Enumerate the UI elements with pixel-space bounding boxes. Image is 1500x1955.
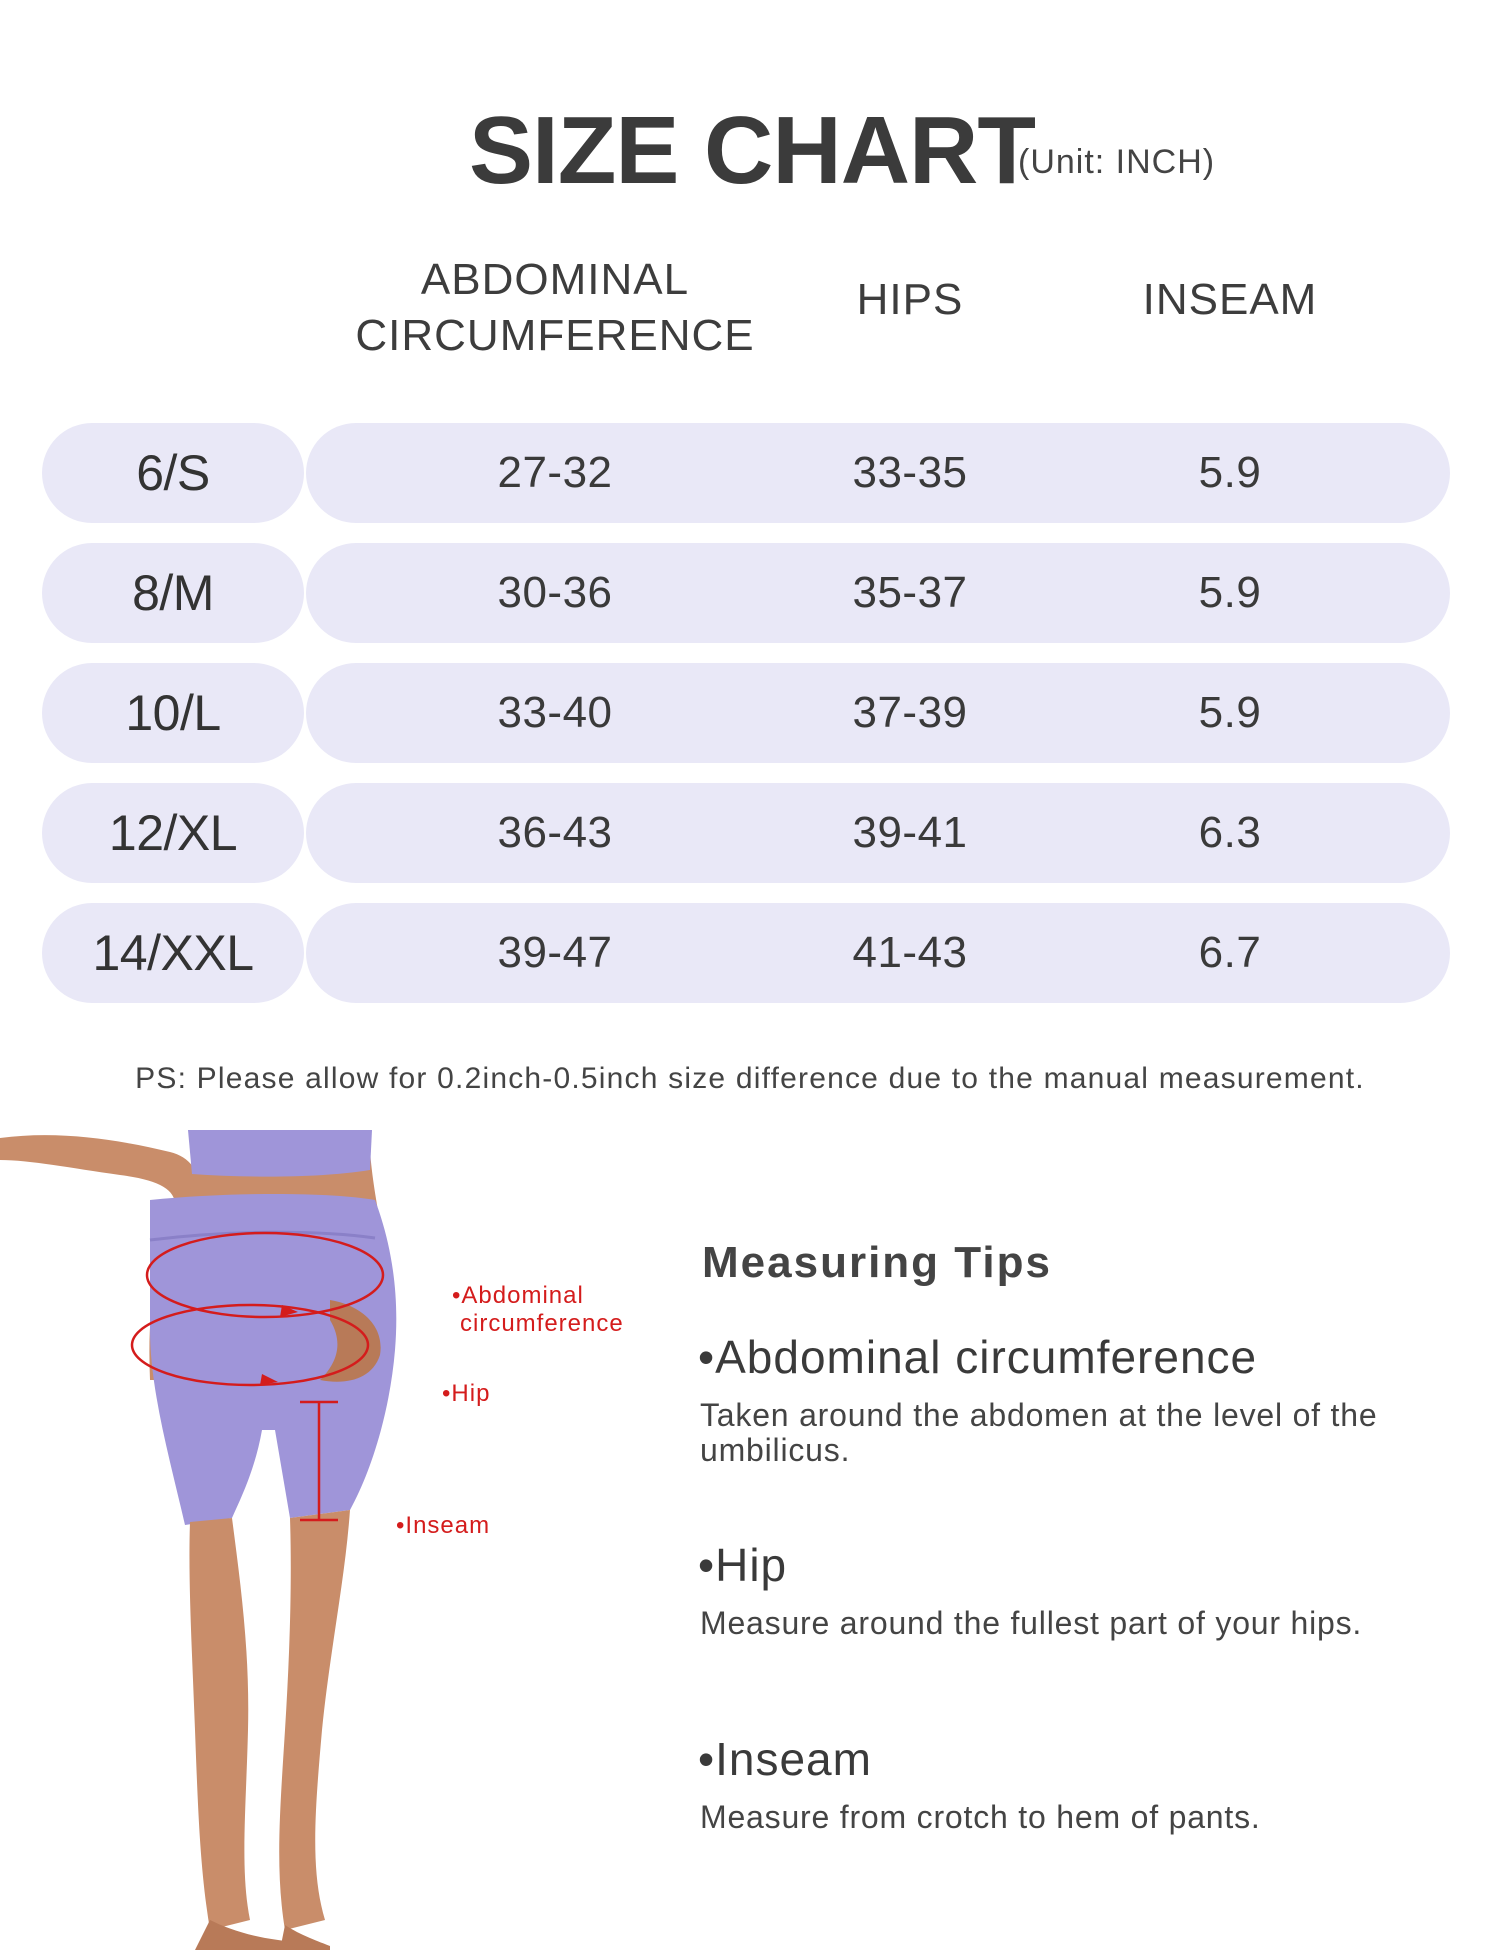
size-cell: 12/XL	[42, 783, 304, 883]
inseam-value: 5.9	[1198, 568, 1262, 617]
inseam-value: 6.3	[1198, 808, 1262, 857]
tip-heading-hip: •Hip	[698, 1539, 788, 1591]
abdominal-value: 33-40	[497, 688, 613, 737]
column-header-abdominal: ABDOMINAL CIRCUMFERENCE	[355, 255, 755, 360]
annotation-inseam: •Inseam	[396, 1512, 491, 1539]
annotation-abdominal: •Abdominal	[452, 1282, 584, 1309]
table-row	[42, 423, 1450, 523]
abdominal-value: 36-43	[497, 808, 613, 857]
unit-label: (Unit: INCH)	[1018, 143, 1216, 181]
abdominal-value: 27-32	[497, 448, 613, 497]
tip-heading-inseam: •Inseam	[698, 1733, 872, 1785]
model-illustration	[0, 1130, 700, 1950]
tip-text-inseam: Measure from crotch to hem of pants.	[700, 1799, 1261, 1835]
table-row	[42, 543, 1450, 643]
model-figure-icon	[0, 1130, 700, 1950]
page-title: SIZE CHART	[469, 97, 1035, 204]
size-cell: 14/XXL	[42, 903, 304, 1003]
measuring-tips-title: Measuring Tips	[702, 1238, 1052, 1287]
measurement-pill	[306, 543, 1450, 643]
measurement-pill	[306, 903, 1450, 1003]
measurement-pill	[306, 783, 1450, 883]
annotation-circumference: circumference	[460, 1310, 624, 1337]
hips-value: 41-43	[852, 928, 968, 977]
table-row	[42, 783, 1450, 883]
title-area	[0, 96, 1500, 206]
inseam-value: 5.9	[1198, 688, 1262, 737]
inseam-value: 5.9	[1198, 448, 1262, 497]
column-header-inseam: INSEAM	[1142, 275, 1318, 324]
inseam-value: 6.7	[1198, 928, 1262, 977]
abdominal-value: 30-36	[497, 568, 613, 617]
tip-heading-abdominal: •Abdominal circumference	[698, 1331, 1258, 1383]
hips-value: 35-37	[852, 568, 968, 617]
size-cell: 6/S	[42, 423, 304, 523]
annotation-hip: •Hip	[442, 1380, 491, 1407]
size-cell: 10/L	[42, 663, 304, 763]
hips-value: 33-35	[852, 448, 968, 497]
column-header-hips: HIPS	[856, 275, 964, 324]
abdominal-value: 39-47	[497, 928, 613, 977]
tip-text-hip: Measure around the fullest part of your hips.	[700, 1605, 1363, 1641]
table-row	[42, 663, 1450, 763]
hips-value: 39-41	[852, 808, 968, 857]
hips-value: 37-39	[852, 688, 968, 737]
measurement-pill	[306, 663, 1450, 763]
measurement-pill	[306, 423, 1450, 523]
tip-text-abdominal: Taken around the abdomen at the level of the umbilicus.	[700, 1397, 1378, 1468]
size-difference-note: PS: Please allow for 0.2inch-0.5inch size difference due to the manual measurement.	[135, 1062, 1365, 1095]
size-cell: 8/M	[42, 543, 304, 643]
table-row	[42, 903, 1450, 1003]
